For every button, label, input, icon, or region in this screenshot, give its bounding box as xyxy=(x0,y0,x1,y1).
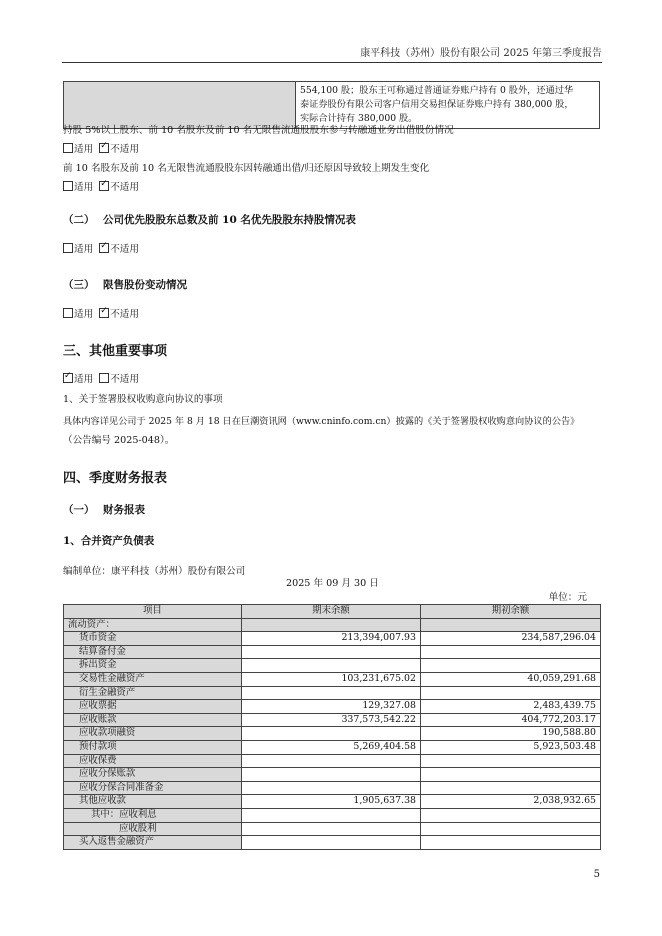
table-row xyxy=(64,618,601,632)
row-label: 货币资金 xyxy=(64,632,242,646)
checkbox-not-apply xyxy=(99,308,109,318)
row-end-value: 213,394,007.93 xyxy=(242,632,421,646)
section-title: 财务报表 xyxy=(103,504,145,516)
row-label: 其他应收款 xyxy=(64,795,242,809)
row-begin-value: 5,923,503.48 xyxy=(421,740,601,754)
margin-lending-text: 持股 5%以上股东、前 10 名股东及前 10 名无限售流通股股东参与转融通业务出借股份情况 xyxy=(63,125,454,136)
option-not-apply-label: 不适用 xyxy=(110,309,139,320)
shareholder-table-continuation xyxy=(63,81,600,129)
section-number: （一） xyxy=(63,504,95,516)
option-apply-label: 适用 xyxy=(74,144,94,155)
detail-line: 具体内容详见公司于 2025 年 8 月 18 日在巨潮资讯网（www.cninfo.com.cn）披露的《关于签署股权收购意向协议的公告》 xyxy=(63,416,580,427)
table-row xyxy=(64,672,601,686)
row-begin-value xyxy=(421,686,601,700)
row-label: 应收股利 xyxy=(64,822,242,836)
option-apply-label: 适用 xyxy=(74,309,94,320)
row-begin-value: 40,059,291.68 xyxy=(421,672,601,686)
preferred-options xyxy=(63,243,139,257)
note-line: 实际合计持有 380,000 股。 xyxy=(300,113,418,124)
section-title: 限售股份变动情况 xyxy=(103,279,187,291)
table-row xyxy=(64,632,601,646)
row-begin-value xyxy=(421,836,601,850)
financial-statements-heading xyxy=(63,502,145,517)
note-line: 泰证券股份有限公司客户信用交易担保证券账户持有 380,000 股， xyxy=(300,99,574,110)
shareholder-note-cell xyxy=(296,82,600,129)
row-end-value xyxy=(242,727,421,741)
row-begin-value xyxy=(421,645,601,659)
table-row xyxy=(64,795,601,809)
row-label: 其中：应收利息 xyxy=(64,808,242,822)
checkbox-not-apply xyxy=(99,373,109,383)
row-end-value: 129,327.08 xyxy=(242,700,421,714)
table-row xyxy=(64,822,601,836)
row-begin-value: 2,038,932.65 xyxy=(421,795,601,809)
checkbox-not-apply xyxy=(99,181,109,191)
table-row xyxy=(64,713,601,727)
option-not-apply-label: 不适用 xyxy=(110,244,139,255)
equity-agreement-item: 1、关于签署股权收购意向协议的事项 xyxy=(63,394,223,405)
option-not-apply-label: 不适用 xyxy=(110,144,139,155)
equity-agreement-detail xyxy=(63,412,603,450)
row-end-value: 103,231,675.02 xyxy=(242,672,421,686)
table-row xyxy=(64,659,601,673)
page-header-title: 康平科技（苏州）股份有限公司 2025 年第三季度报告 xyxy=(360,48,602,59)
table-header-row xyxy=(64,605,601,619)
table-row xyxy=(64,768,601,782)
column-header-begin: 期初余额 xyxy=(421,605,601,619)
preferred-shareholders-heading xyxy=(63,212,356,227)
option-apply-label: 适用 xyxy=(74,182,94,193)
row-end-value xyxy=(242,686,421,700)
row-end-value: 5,269,404.58 xyxy=(242,740,421,754)
row-end-value xyxy=(242,754,421,768)
option-not-apply-label: 不适用 xyxy=(110,374,139,385)
page-number: 5 xyxy=(593,869,600,880)
checkbox-not-apply xyxy=(99,143,109,153)
row-end-value: 1,905,637.38 xyxy=(242,795,421,809)
checkbox-apply xyxy=(63,143,73,153)
row-begin-value xyxy=(421,659,601,673)
table-row xyxy=(64,836,601,850)
row-begin-value: 234,587,296.04 xyxy=(421,632,601,646)
checkbox-apply xyxy=(63,243,73,253)
table-row xyxy=(64,808,601,822)
margin-change-text: 前 10 名股东及前 10 名无限售流通股股东因转融通出借/归还原因导致较上期发生变化 xyxy=(63,163,430,174)
table-row xyxy=(64,754,601,768)
table-row xyxy=(64,781,601,795)
row-label: 流动资产： xyxy=(64,618,242,632)
checkbox-apply xyxy=(63,373,73,383)
row-begin-value: 404,772,203.17 xyxy=(421,713,601,727)
row-end-value xyxy=(242,645,421,659)
option-not-apply-label: 不适用 xyxy=(110,182,139,193)
row-begin-value xyxy=(421,781,601,795)
option-apply-label: 适用 xyxy=(74,374,94,385)
option-apply-label: 适用 xyxy=(74,244,94,255)
restricted-shares-heading xyxy=(63,277,187,292)
row-label: 应收分保账款 xyxy=(64,768,242,782)
balance-sheet-heading: 1、合并资产负债表 xyxy=(63,535,155,547)
detail-line: （公告编号 2025-048）。 xyxy=(63,435,175,446)
row-label: 应收票据 xyxy=(64,700,242,714)
margin-change-options xyxy=(63,181,139,195)
restricted-options xyxy=(63,308,139,322)
quarterly-financials-heading: 四、季度财务报表 xyxy=(63,471,168,486)
row-begin-value xyxy=(421,754,601,768)
row-end-value xyxy=(242,659,421,673)
row-label: 买入返售金融资产 xyxy=(64,836,242,850)
other-matters-options xyxy=(63,373,139,387)
table-row xyxy=(64,645,601,659)
row-end-value xyxy=(242,808,421,822)
table-row xyxy=(64,700,601,714)
row-end-value: 337,573,542.22 xyxy=(242,713,421,727)
row-end-value xyxy=(242,781,421,795)
checkbox-apply xyxy=(63,308,73,318)
unit-label: 单位：元 xyxy=(548,592,587,603)
row-label: 应收款项融资 xyxy=(64,727,242,741)
row-label: 拆出资金 xyxy=(64,659,242,673)
row-label: 交易性金融资产 xyxy=(64,672,242,686)
row-end-value xyxy=(242,618,421,632)
checkbox-not-apply xyxy=(99,243,109,253)
row-begin-value xyxy=(421,768,601,782)
row-begin-value xyxy=(421,618,601,632)
row-label: 预付款项 xyxy=(64,740,242,754)
row-end-value xyxy=(242,836,421,850)
shaded-cell xyxy=(64,82,296,129)
other-matters-heading: 三、其他重要事项 xyxy=(63,344,168,359)
table-row xyxy=(64,740,601,754)
section-title: 公司优先股股东总数及前 10 名优先股股东持股情况表 xyxy=(103,214,356,226)
row-label: 应收分保合同准备金 xyxy=(64,781,242,795)
column-header-item: 项目 xyxy=(64,605,242,619)
header-divider xyxy=(62,62,602,63)
row-begin-value: 190,588.80 xyxy=(421,727,601,741)
row-begin-value xyxy=(421,822,601,836)
row-begin-value: 2,483,439.75 xyxy=(421,700,601,714)
report-date: 2025 年 09 月 30 日 xyxy=(286,578,379,589)
note-line: 554,100 股；股东王可称通过普通证券账户持有 0 股外，还通过华 xyxy=(300,85,574,96)
row-end-value xyxy=(242,768,421,782)
row-label: 应收账款 xyxy=(64,713,242,727)
table-row xyxy=(64,727,601,741)
row-begin-value xyxy=(421,808,601,822)
column-header-end: 期末余额 xyxy=(242,605,421,619)
section-number: （二） xyxy=(63,214,95,226)
checkbox-apply xyxy=(63,181,73,191)
row-label: 应收保费 xyxy=(64,754,242,768)
section-number: （三） xyxy=(63,279,95,291)
row-label: 结算备付金 xyxy=(64,645,242,659)
row-label: 衍生金融资产 xyxy=(64,686,242,700)
row-end-value xyxy=(242,822,421,836)
compiler-line: 编制单位：康平科技（苏州）股份有限公司 xyxy=(63,566,246,577)
margin-lending-options xyxy=(63,143,139,157)
table-row xyxy=(64,686,601,700)
balance-sheet-table xyxy=(63,604,601,850)
